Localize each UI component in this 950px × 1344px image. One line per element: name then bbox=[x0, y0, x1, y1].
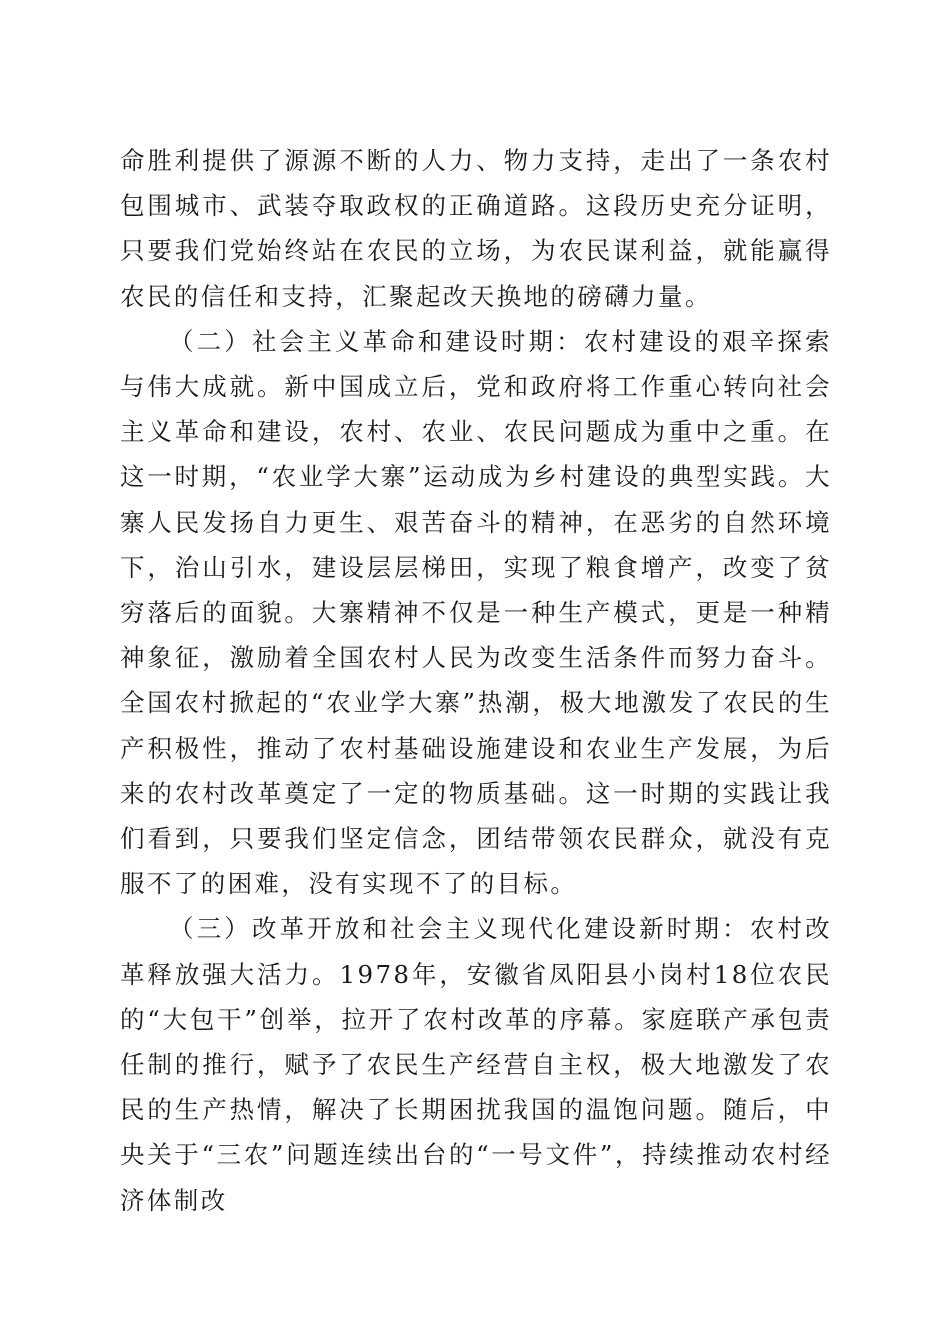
paragraph-section-three: （三）改革开放和社会主义现代化建设新时期：农村改革释放强大活力。1978年，安徽省凤阳县小岗村18位农民的“大包干”创举，拉开了农村改革的序幕。家庭联产承包责任制的推行，赋予了农民生产经营自主权，极大地激发了农民的生产热情，解决了长期困扰我国的温饱问题。随后，中央关于“三农”问题连续出台的“一号文件”，持续推动农村经济体制改 bbox=[120, 914, 832, 1215]
paragraph-continuation: 命胜利提供了源源不断的人力、物力支持，走出了一条农村包围城市、武装夺取政权的正确道路。这段历史充分证明，只要我们党始终站在农民的立场，为农民谋利益，就能赢得农民的信任和支持，汇聚起改天换地的磅礴力量。 bbox=[120, 146, 832, 311]
paragraph-section-two: （二）社会主义革命和建设时期：农村建设的艰辛探索与伟大成就。新中国成立后，党和政府将工作重心转向社会主义革命和建设，农村、农业、农民问题成为重中之重。在这一时期，“农业学大寨”运动成为乡村建设的典型实践。大寨人民发扬自力更生、艰苦奋斗的精神，在恶劣的自然环境下，治山引水，建设层层梯田，实现了粮食增产，改变了贫穷落后的面貌。大寨精神不仅是一种生产模式，更是一种精神象征，激励着全国农村人民为改变生活条件而努力奋斗。全国农村掀起的“农业学大寨”热潮，极大地激发了农民的生产积极性，推动了农村基础设施建设和农业生产发展，为后来的农村改革奠定了一定的物质基础。这一时期的实践让我们看到，只要我们坚定信念，团结带领农民群众，就没有克服不了的困难，没有实现不了的目标。 bbox=[120, 326, 832, 899]
document-body bbox=[120, 138, 832, 1223]
